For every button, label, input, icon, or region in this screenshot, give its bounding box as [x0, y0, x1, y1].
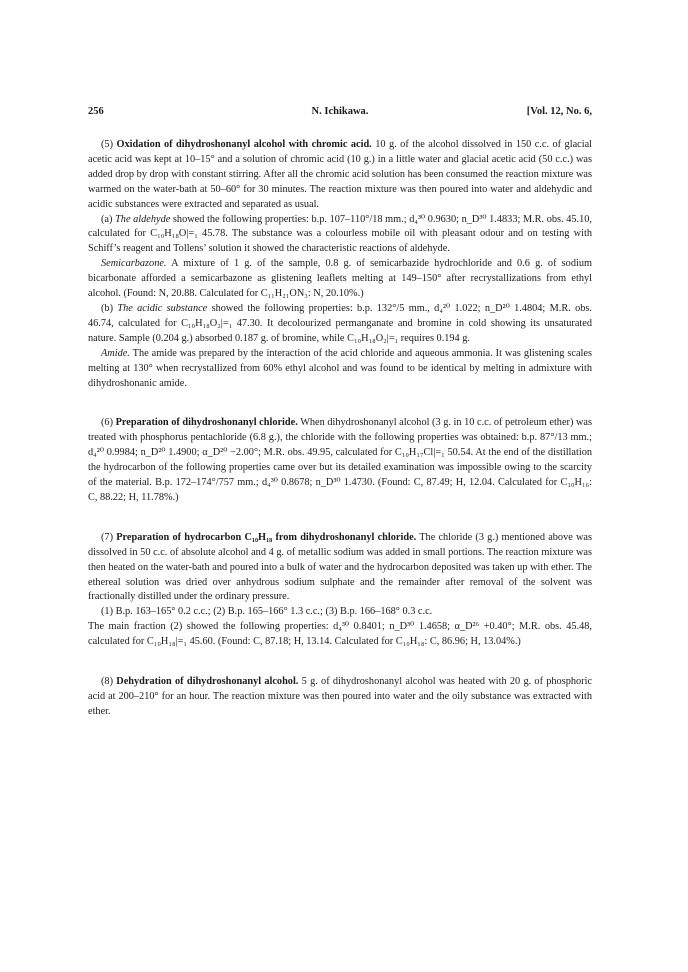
item-label: (b): [101, 302, 114, 314]
page-number: 256: [88, 106, 104, 117]
paragraph-text: 5 g. of dihydroshonanyl alcohol was heated with 20 g. of phosphoric acid at 200–210° for an hour. The reaction mixture was then poured into water and the oily substance was extracted with ether.: [88, 676, 593, 717]
main-fraction-paragraph: The main fraction (2) showed the following properties: d₄³⁰ 0.8401; n_D³⁰ 1.4658; α_D²⁶ +0.40°; M.R. obs. 45.48, calculated for C₁₀H₁₈|=₁ 45.60. (Found: C, 87.18; H, 13.14. Calculated for C₁₀H₁₈: C, 86.96; H, 13.04%.): [88, 621, 592, 648]
section-heading: Oxidation of dihydroshonanyl alcohol with chromic acid.: [116, 139, 372, 150]
section-number: (7): [101, 531, 114, 543]
section-number: (6): [101, 417, 114, 429]
paragraph-text: A mixture of 1 g. of the sample, 0.8 g. of semicarbazide hydrochloride and 0.6 g. of sodium bicarbonate afforded a semicarbazone as glistening leaflets melting at 149–150° after recrystallizations from ethyl alcohol. (Found: N, 20.88. Calculated for C₁₁H₂₁ON₃: N, 20.10%.): [88, 258, 592, 300]
paragraph-text: The chloride (3 g.) mentioned above was dissolved in 50 c.c. of absolute alcohol and 4 g. of metallic sodium was added in small portions. The reaction mixture was then heated on the water-bath and poured into a bulk of water and the hydrocarbon deposited was taken up with ether. The ethereal solution was dried over anhydrous sodium sulphate and the remainder after removal of the solvent was fractionally distilled under the ordinary pressure.: [88, 531, 593, 603]
section-6: [88, 416, 592, 505]
paragraph-text: When dihydroshonanyl alcohol (3 g. in 10 c.c. of petroleum ether) was treated with phosphorus pentachloride (6.8 g.), the chloride with the following properties was obtained: b.p. 87°/13 mm.; d₄²⁰ 0.9984; n_D²⁰ 1.4900; α_D²⁰ −2.00°; M.R. obs. 49.95, calculated for C₁₀H₁₇Cl|=₁ 50.54. At the end of the distillation the hydrocarbon of the following properties came over but its detailed examination was impossible owing to the scarcity of the material. B.p. 172–174°/757 mm.; d₄³⁰ 0.8678; n_D³⁰ 1.4730. (Found: C, 87.49; H, 12.04. Calculated for C₁₀H₁₆: C, 88.22; H, 11.78%.): [88, 417, 592, 503]
subsection-a: [88, 213, 592, 258]
section-number: (5): [101, 139, 114, 150]
item-title: The aldehyde: [115, 213, 171, 225]
section-7-text: [88, 531, 592, 606]
item-title: Amide.: [101, 347, 130, 359]
subsection-b: [88, 302, 592, 347]
paragraph-text: The amide was prepared by the interaction of the acid chloride and aqueous ammonia. It was glistening scales melting at 130° when recrystallized from 60% ethyl alcohol and was found to be identical by melting in admixture with dihydroshonanic amide.: [88, 347, 592, 389]
paragraph-text: showed the following properties: b.p. 132°/5 mm., d₄²⁰ 1.022; n_D²⁰ 1.4804; M.R. obs. 46.74, calculated for C₁₀H₁₈O₂|=₁ 47.30. It decolourized permanganate and bromine in cold showing its unsaturated nature. Sample (0.204 g.) absorbed 0.187 g. of bromine, while C₁₀H₁₈O₂|=₁ requires 0.194 g.: [88, 302, 592, 344]
paragraph-text: 10 g. of the alcohol dissolved in 150 c.c. of glacial acetic acid was kept at 10–15° and a solution of chromic acid (10 g.) in a little water and glacial acetic acid (50 c.c.) was added drop by drop with constant stirring. After all the chromic acid solution has been consumed the reaction mixture was warmed on the water-bath at 50–60° for 30 minutes. The reaction mixture was then poured into water and aldehydic and acidic substances were extracted and separated as usual.: [88, 139, 592, 210]
running-author: N. Ichikawa.: [311, 106, 369, 117]
volume-info: [Vol. 12, No. 6,: [526, 106, 592, 117]
amide-paragraph: [88, 347, 592, 392]
item-label: (a): [101, 213, 113, 225]
running-header: [88, 106, 592, 124]
page: [88, 106, 592, 720]
item-title: The acidic substance: [117, 302, 208, 314]
section-6-text: [88, 416, 592, 505]
item-title: Semicarbazone.: [101, 258, 167, 270]
paragraph-text: showed the following properties: b.p. 107–110°/18 mm.; d₄³⁰ 0.9630; n_D³⁰ 1.4833; M.R. obs. 45.10, calculated for C₁₀H₁₈O|=₁ 45.78. The substance was a colourless mobile oil with pleasant odour and on testing with Schiff’s reagent and Tollens’ solution it showed the characteristic reactions of aldehyde.: [88, 213, 592, 255]
section-5-intro: [88, 138, 592, 213]
section-heading: Dehydration of dihydroshonanyl alcohol.: [116, 676, 299, 688]
section-8-text: [88, 675, 592, 720]
section-heading: Preparation of dihydroshonanyl chloride.: [115, 417, 298, 429]
section-5: [88, 138, 592, 391]
section-8: [88, 675, 592, 720]
section-heading: Preparation of hydrocarbon C₁₀H₁₈ from dihydroshonanyl chloride.: [116, 531, 417, 543]
section-7: [88, 531, 592, 650]
section-number: (8): [101, 676, 114, 688]
semicarbazone-paragraph: [88, 257, 592, 302]
fractions-line: (1) B.p. 163–165° 0.2 c.c.; (2) B.p. 165–166° 1.3 c.c.; (3) B.p. 166–168° 0.3 c.c.: [101, 606, 433, 618]
